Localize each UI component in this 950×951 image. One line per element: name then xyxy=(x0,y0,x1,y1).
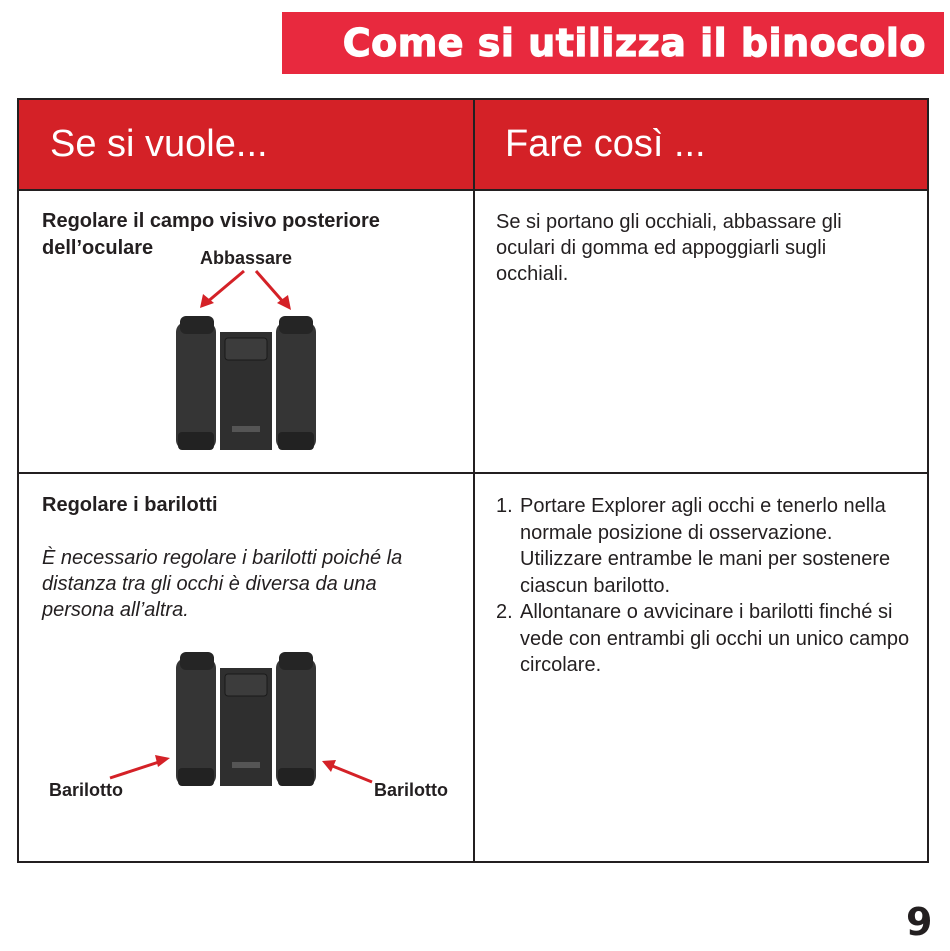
list-item: 1. Portare Explorer agli occhi e tenerlo nella normale posizione di osservazione. Utilizzare entrambe le mani per sostenere ciascun barilotto. xyxy=(496,495,891,597)
arrow-barilotto-left-icon xyxy=(110,755,170,778)
row1-instruction: Se si portano gli occhiali, abbassare gli oculari di gomma ed appoggiarli sugli occhiali. xyxy=(496,211,842,285)
label-barilotto-left: Barilotto xyxy=(49,780,123,800)
row1-title: Regolare il campo visivo posteriore dell’oculare xyxy=(42,210,380,259)
page-number: 9 xyxy=(906,900,933,944)
header-cell-want: Se si vuole... xyxy=(50,123,268,165)
page-title: Come si utilizza il binocolo xyxy=(342,21,926,65)
row2-title: Regolare i barilotti xyxy=(42,494,218,516)
arrow-barilotto-right-icon xyxy=(322,760,372,782)
binoculars-icon xyxy=(176,652,316,786)
label-barilotto-right: Barilotto xyxy=(374,780,448,800)
list-item: 2. Allontanare o avvicinare i barilotti finché si vede con entrambi gli occhi un unico campo circolare. xyxy=(496,601,910,676)
callout-abbassare: Abbassare xyxy=(200,248,293,268)
row2-note: È necessario regolare i barilotti poiché la distanza tra gli occhi è diversa da una persona all’altra. xyxy=(42,547,403,621)
header-cell-do: Fare così ... xyxy=(505,123,706,165)
